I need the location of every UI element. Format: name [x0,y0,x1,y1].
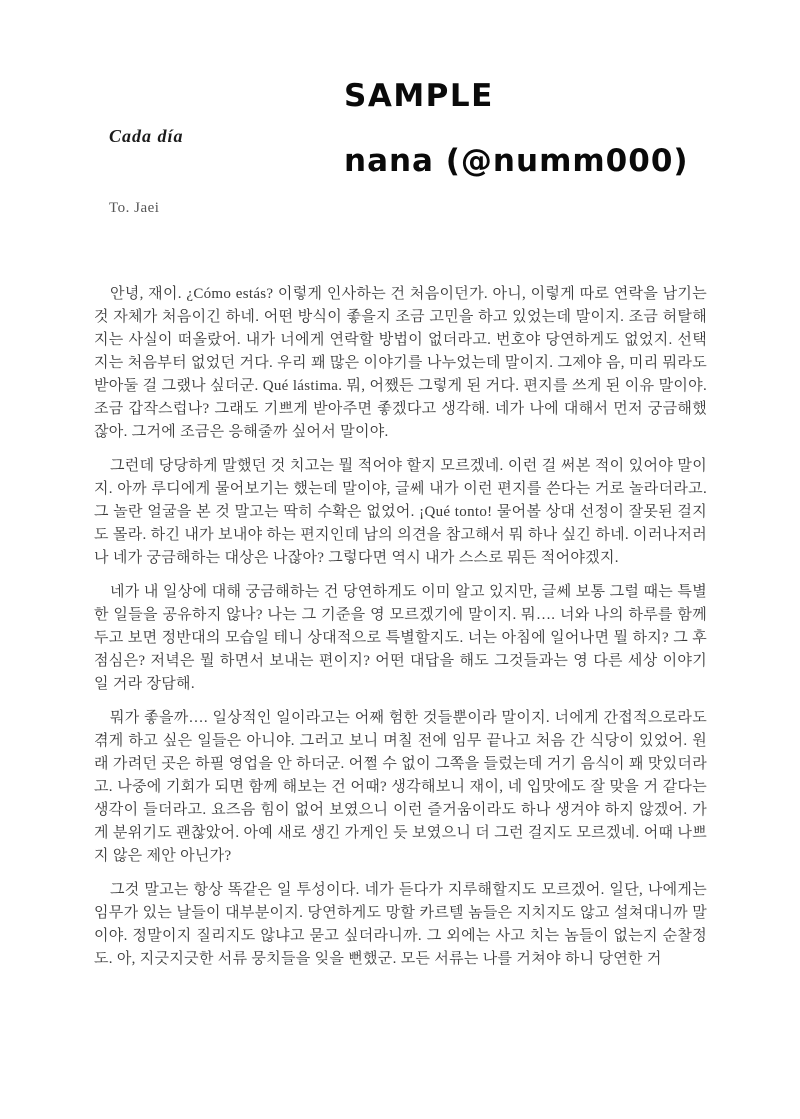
letter-paragraph-3: 네가 내 일상에 대해 궁금해하는 건 당연하게도 이미 알고 있지만, 글쎄 보통 그럴 때는 특별한 일들을 공유하지 않나? 나는 그 기준을 영 모르겠기에 말이지. 뭐…. 너와 나의 하루를 함께 두고 보면 정반대의 모습일 테니 상대적으로 특별할지도. 너는 아침에 일어나면 뭘 하지? 그 후 점심은? 저녁은 뭘 하면서 보내는 편이지? 어떤 대답을 해도 그것들과는 영 다른 세상 이야기일 거라 장담해. [94,584,707,692]
letter-body [94,283,707,971]
author-credit: nana (@numm000) [344,143,689,179]
series-title: Cada día [109,126,184,146]
letter-paragraph-2: 그런데 당당하게 말했던 것 치고는 뭘 적어야 할지 모르겠네. 이런 걸 써본 적이 있어야 말이지. 아까 루디에게 물어보기는 했는데 말이야, 글쎄 내가 이런 편지를 쓴다는 거로 놀라더라고. 그 놀란 얼굴을 본 것 말고는 딱히 수확은 없었어. ¡Qué tonto! 물어볼 상대 선정이 잘못된 걸지도 몰라. 하긴 내가 보내야 하는 편지인데 남의 의견을 참고해서 뭐 하나 싶긴 하네. 이러나저러나 네가 궁금해하는 대상은 나잖아? 그렇다면 역시 내가 스스로 뭐든 적어야겠지. [94,458,707,566]
sample-watermark: SAMPLE [344,78,494,114]
letter-paragraph-1: 안녕, 재이. ¿Cómo estás? 이렇게 인사하는 건 처음이던가. 아니, 이렇게 따로 연락을 남기는 것 자체가 처음이긴 하네. 어떤 방식이 좋을지 조금 고민을 하고 있었는데 말이지. 조금 허탈해지는 사실이 떠올랐어. 내가 너에게 연락할 방법이 없더라고. 번호야 당연하게도 없었지. 선택지는 처음부터 없었던 거다. 우리 꽤 많은 이야기를 나누었는데 말이지. 그제야 음, 미리 뭐라도 받아둘 걸 그랬나 싶더군. Qué lástima. 뭐, 어쨌든 그렇게 된 거다. 편지를 쓰게 된 이유 말이야. 조금 갑작스럽나? 그래도 기쁘게 받아주면 좋겠다고 생각해. 네가 나에 대해서 먼저 궁금해했잖아. 그거에 조금은 응해줄까 싶어서 말이야. [94,286,707,440]
salutation: To. Jaei [109,200,160,216]
letter-paragraph-4: 뭐가 좋을까…. 일상적인 일이라고는 어째 험한 것들뿐이라 말이지. 너에게 간접적으로라도 겪게 하고 싶은 일들은 아니야. 그러고 보니 며칠 전에 임무 끝나고 처음 간 식당이 있었어. 원래 가려던 곳은 하필 영업을 안 하더군. 어쩔 수 없이 그쪽을 들렀는데 거기 음식이 꽤 맛있더라고. 나중에 기회가 되면 함께 해보는 건 어때? 생각해보니 재이, 네 입맛에도 잘 맞을 거 같다는 생각이 들더라고. 요즈음 힘이 없어 보였으니 이런 즐거움이라도 하나 생겨야 하지 않겠어. 가게 분위기도 괜찮았어. 아예 새로 생긴 가게인 듯 보였으니 더 그런 걸지도 모르겠네. 어때 나쁘지 않은 제안 아닌가? [94,710,707,864]
letter-paragraph-5: 그것 말고는 항상 똑같은 일 투성이다. 네가 듣다가 지루해할지도 모르겠어. 일단, 나에게는 임무가 있는 날들이 대부분이지. 당연하게도 망할 카르텔 놈들은 지치지도 않고 설쳐대니까 말이야. 정말이지 질리지도 않냐고 묻고 싶더라니까. 그 외에는 사고 치는 놈들이 없는지 순찰정도. 아, 지긋지긋한 서류 뭉치들을 잊을 뻔했군. 모든 서류는 나를 거쳐야 하니 당연한 거 [94,882,707,967]
